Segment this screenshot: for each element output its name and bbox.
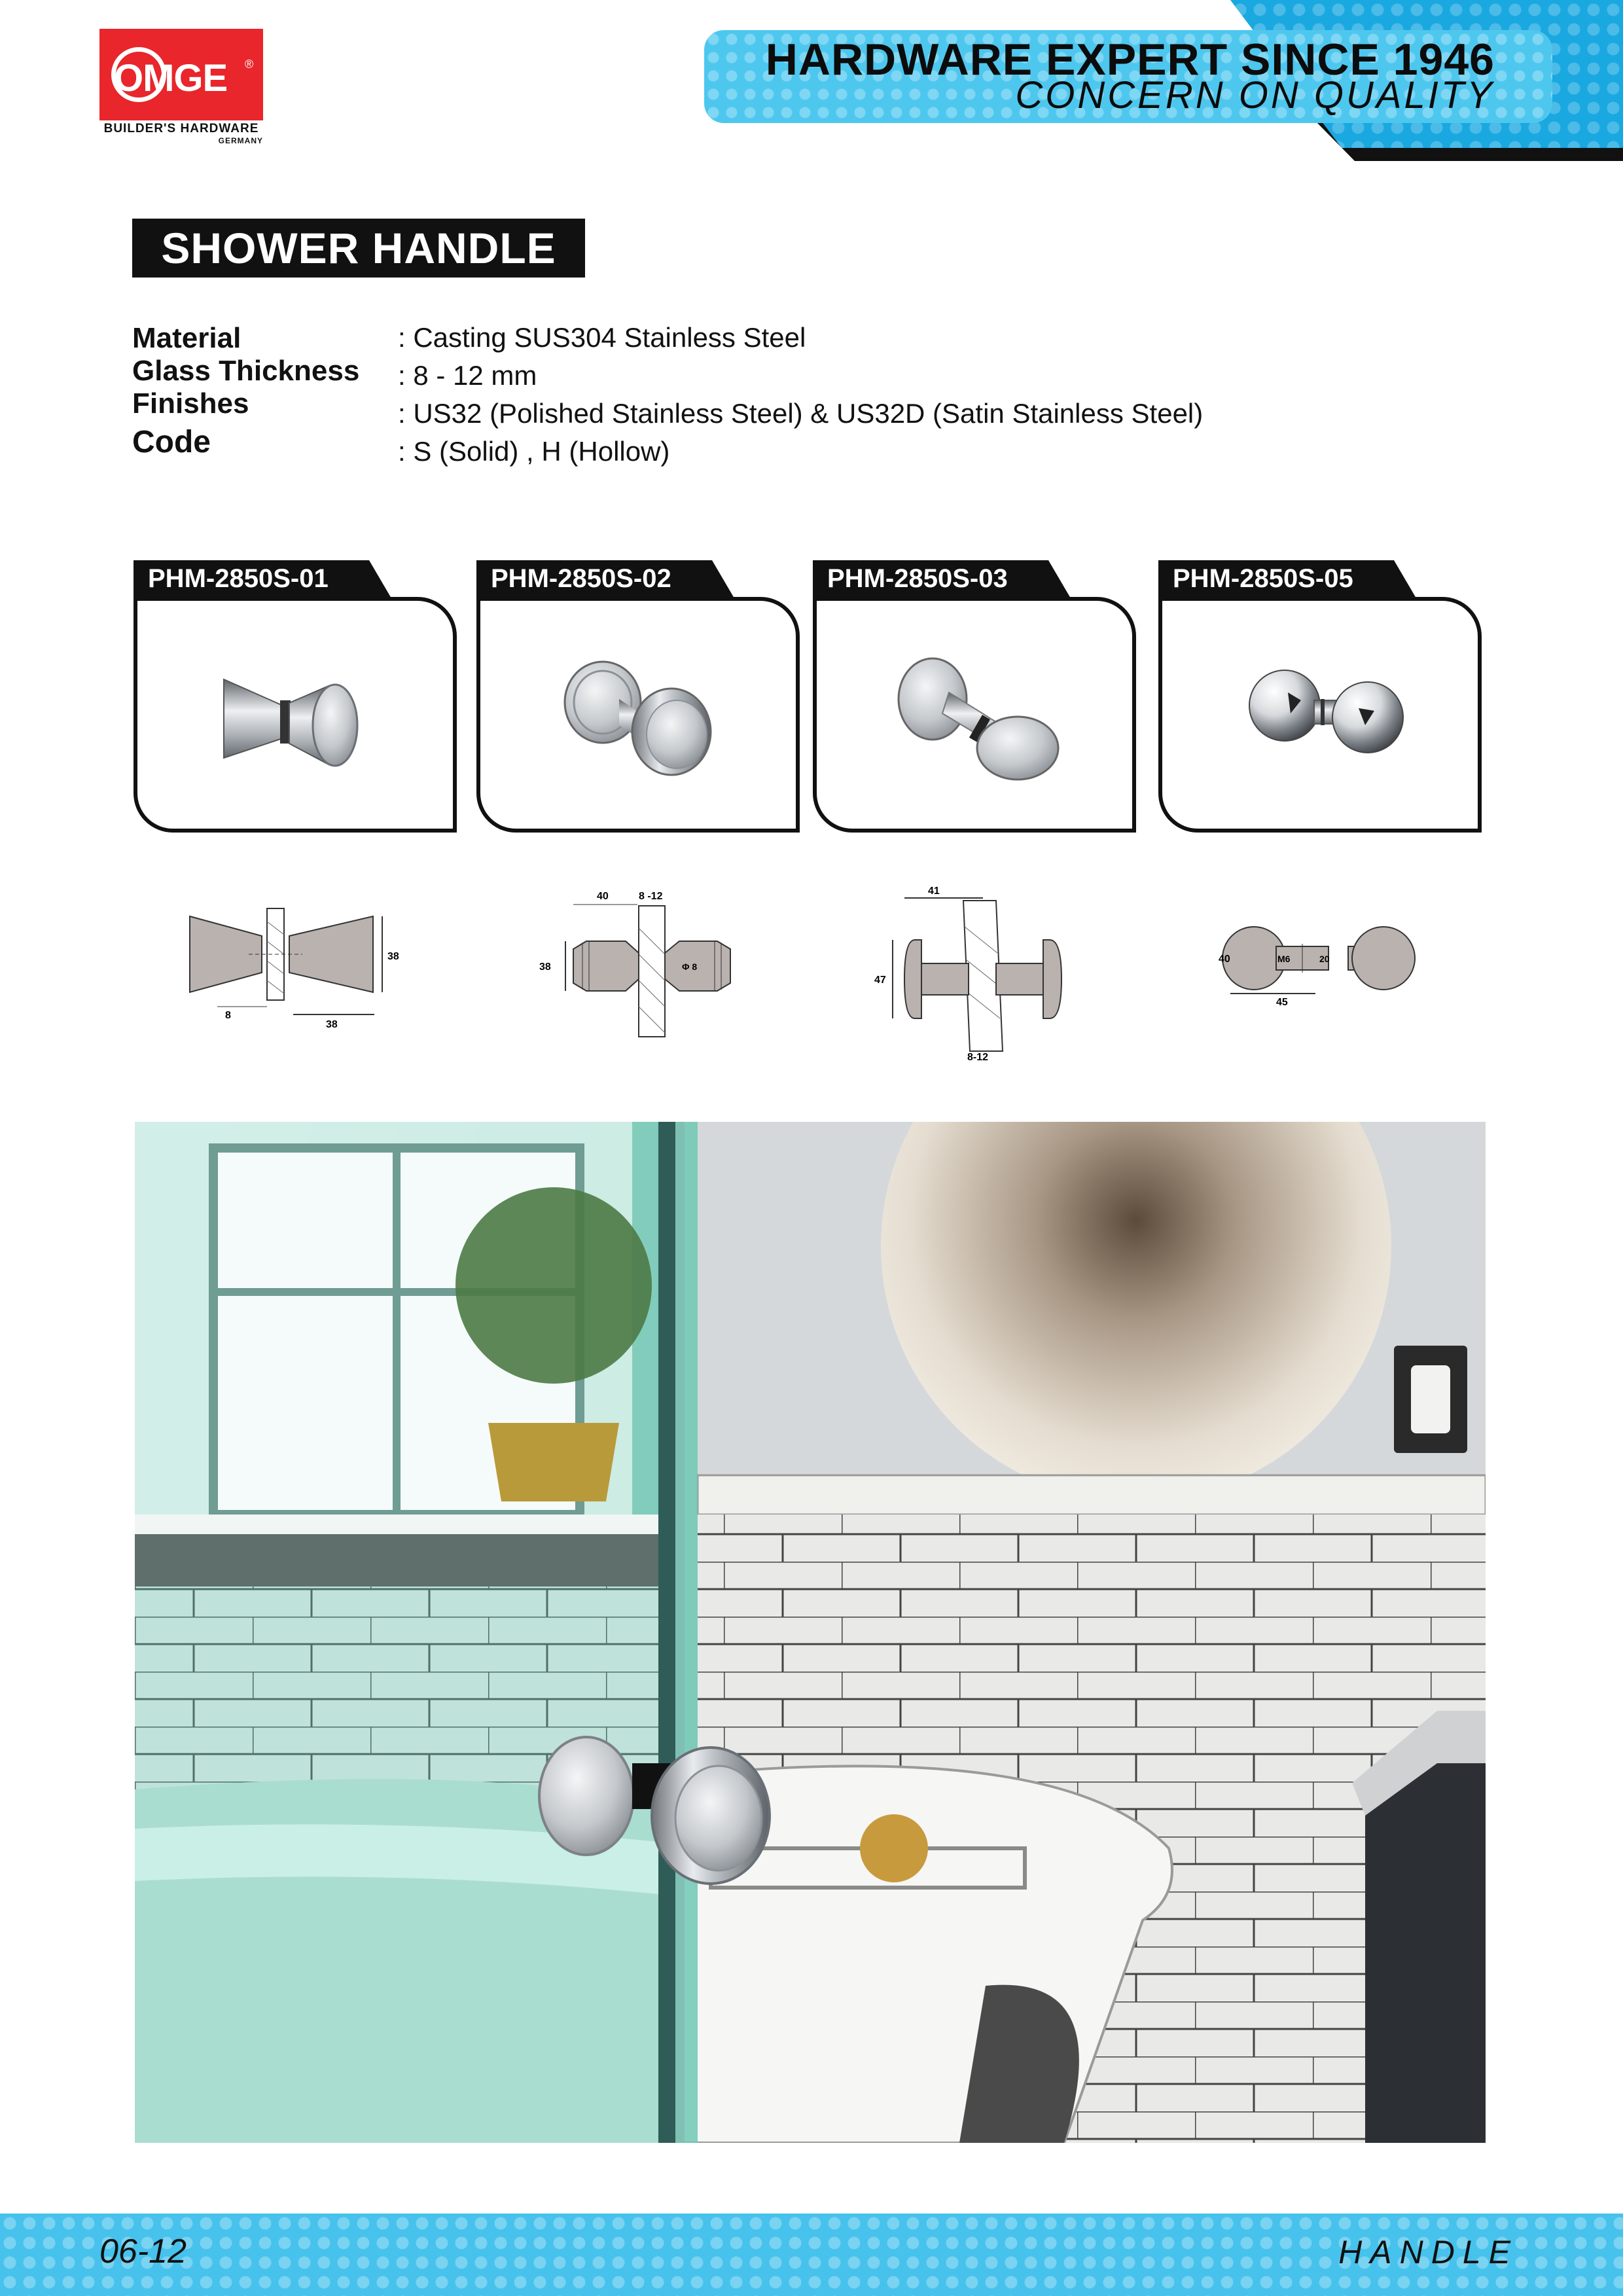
product-code: PHM-2850S-02 (491, 564, 671, 593)
spec-label-material: Material (132, 322, 241, 354)
spec-value-code: : S (Solid) , H (Hollow) (398, 436, 670, 467)
bathroom-photo (135, 1122, 1486, 2143)
logo-tagline: BUILDER'S HARDWARE (103, 122, 259, 135)
technical-drawing-05 (1204, 918, 1427, 1009)
product-code: PHM-2850S-05 (1173, 564, 1353, 593)
dimension-label: 41 (928, 886, 940, 897)
ball-knob-icon (1222, 640, 1425, 797)
logo-country: GERMANY (218, 136, 263, 145)
logo-box (99, 29, 263, 120)
product-card-05 (1158, 560, 1482, 833)
spec-value-material: : Casting SUS304 Stainless Steel (398, 322, 806, 353)
header-title: HARDWARE EXPERT SINCE 1946 (765, 35, 1495, 84)
logo-text: OMGE (114, 57, 228, 99)
dimension-label: 8 -12 (639, 891, 663, 902)
bathroom-scene-image (135, 1122, 1486, 2143)
spec-value-finishes: : US32 (Polished Stainless Steel) & US32D (Satin Stainless Steel) (398, 398, 1204, 429)
product-card-frame (134, 597, 457, 833)
dimension-label: 38 (539, 961, 551, 973)
dimension-label: 38 (387, 951, 399, 962)
registered-mark: ® (245, 58, 254, 71)
dimension-label: 40 (1219, 954, 1230, 965)
dimension-label: 20 (1319, 954, 1330, 964)
dimension-label: 47 (874, 975, 886, 986)
technical-drawing-03 (865, 881, 1088, 1064)
product-card-02 (476, 560, 800, 833)
product-card-01 (134, 560, 457, 833)
product-code: PHM-2850S-03 (827, 564, 1008, 593)
product-card-frame (476, 597, 800, 833)
spec-value-glass-thickness: : 8 - 12 mm (398, 360, 537, 391)
dimension-label: 8-12 (967, 1052, 989, 1063)
footer-category: HANDLE (1338, 2234, 1518, 2270)
dimension-label: M6 (1277, 954, 1291, 964)
spec-label-finishes: Finishes (132, 387, 249, 420)
product-card-frame (1158, 597, 1482, 833)
mushroom-knob-icon (877, 640, 1080, 797)
ribbed-knob-icon (541, 640, 743, 797)
technical-drawing-01 (183, 876, 406, 1033)
dimension-label: 8 (225, 1010, 231, 1021)
technical-drawing-02 (534, 876, 743, 1046)
dimension-label: Φ 8 (682, 961, 698, 972)
header-subtitle: CONCERN ON QUALITY (1015, 74, 1495, 117)
product-card-03 (813, 560, 1136, 833)
conical-knob-icon (198, 640, 401, 797)
product-card-frame (813, 597, 1136, 833)
page-number: 06-12 (99, 2233, 187, 2270)
page-title: SHOWER HANDLE (132, 219, 585, 278)
spec-label-code: Code (132, 425, 211, 459)
product-code: PHM-2850S-01 (148, 564, 329, 593)
spec-label-glass-thickness: Glass Thickness (132, 355, 360, 387)
dimension-label: 40 (597, 891, 609, 902)
dimension-label: 38 (326, 1019, 338, 1030)
dimension-label: 45 (1276, 997, 1288, 1008)
brand-logo (99, 29, 263, 145)
